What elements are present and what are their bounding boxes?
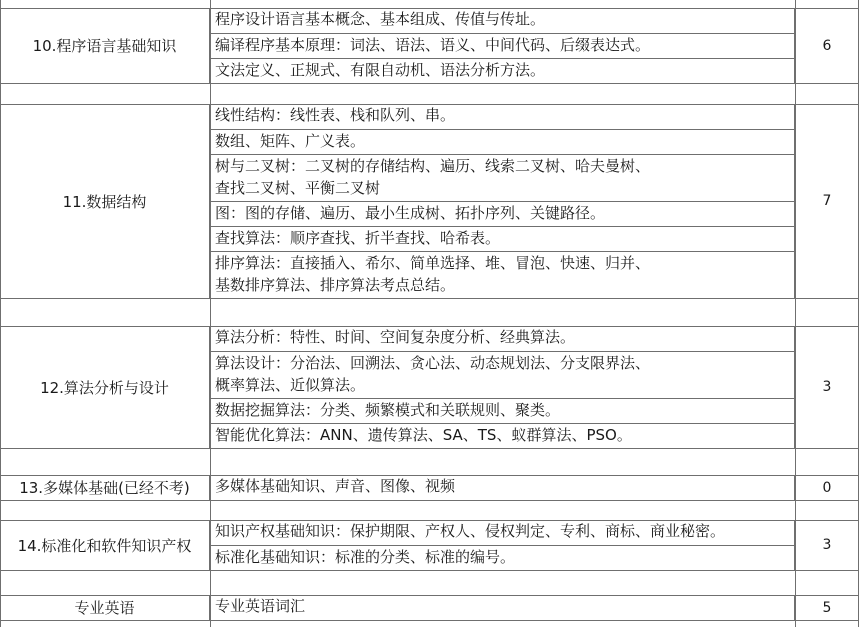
section-row-sec13 <box>0 475 859 500</box>
row-border <box>0 620 859 621</box>
section-hours: 5 <box>822 599 832 616</box>
topic-line: 查找二叉树、平衡二叉树 <box>215 179 381 197</box>
row-border <box>0 500 859 501</box>
topic-line: 数组、矩阵、广义表。 <box>215 132 366 150</box>
topic-item <box>210 129 795 154</box>
topic-line: 排序算法：直接插入、希尔、简单选择、堆、冒泡、快速、归并、 <box>215 254 651 272</box>
section-title: 12.算法分析与设计 <box>0 326 210 448</box>
topic-line: 概率算法、近似算法。 <box>215 376 366 394</box>
section-items <box>210 475 795 500</box>
topic-item <box>210 595 795 620</box>
section-items <box>210 595 795 620</box>
topic-item <box>210 475 795 500</box>
topic-item <box>210 326 795 351</box>
section-title: 13.多媒体基础(已经不考) <box>0 475 210 500</box>
row-border <box>0 298 859 299</box>
topic-line: 算法设计：分治法、回溯法、贪心法、动态规划法、分支限界法、 <box>215 354 651 372</box>
topic-item <box>210 58 795 83</box>
section-row-sec14 <box>0 520 859 570</box>
topic-item <box>210 251 795 298</box>
section-hours: 6 <box>822 37 832 54</box>
section-items <box>210 326 795 448</box>
topic-line: 数据挖掘算法：分类、频繁模式和关联规则、聚类。 <box>215 401 561 419</box>
row-border <box>0 520 859 521</box>
row-border <box>0 475 859 476</box>
row-border <box>0 448 859 449</box>
topic-item <box>210 545 795 570</box>
topic-item <box>210 154 795 201</box>
topic-item <box>210 351 795 398</box>
column-border <box>0 0 1 627</box>
topic-line: 标准化基础知识：标准的分类、标准的编号。 <box>215 548 516 566</box>
column-border <box>795 0 796 627</box>
row-border <box>0 8 859 9</box>
topic-line: 文法定义、正规式、有限自动机、语法分析方法。 <box>215 61 546 79</box>
section-hours: 0 <box>822 479 832 496</box>
topic-item <box>210 33 795 58</box>
section-hours: 3 <box>822 379 832 395</box>
section-items <box>210 8 795 83</box>
section-title: 专业英语 <box>0 595 210 620</box>
row-border <box>0 326 859 327</box>
section-title: 10.程序语言基础知识 <box>0 8 210 83</box>
section-items <box>210 520 795 570</box>
topic-line: 程序设计语言基本概念、基本组成、传值与传址。 <box>215 10 546 28</box>
section-title: 14.标准化和软件知识产权 <box>0 520 210 570</box>
section-row-secEng <box>0 595 859 620</box>
section-row-sec10 <box>0 8 859 83</box>
topic-item <box>210 201 795 226</box>
topic-item <box>210 520 795 545</box>
topic-line: 线性结构：线性表、栈和队列、串。 <box>215 106 456 124</box>
topic-line: 多媒体基础知识、声音、图像、视频 <box>215 477 456 495</box>
topic-line: 基数排序算法、排序算法考点总结。 <box>215 276 456 294</box>
topic-line: 算法分析：特性、时间、空间复杂度分析、经典算法。 <box>215 328 576 346</box>
topic-item <box>210 8 795 33</box>
topic-item <box>210 398 795 423</box>
topic-line: 知识产权基础知识：保护期限、产权人、侵权判定、专利、商标、商业秘密。 <box>215 522 726 540</box>
topic-item <box>210 423 795 448</box>
topic-line: 查找算法：顺序查找、折半查找、哈希表。 <box>215 229 501 247</box>
row-border <box>0 570 859 571</box>
topic-line: 专业英语词汇 <box>215 597 306 615</box>
section-hours: 7 <box>822 193 832 209</box>
row-border <box>0 104 859 105</box>
row-border <box>0 595 859 596</box>
section-row-sec11 <box>0 104 859 298</box>
topic-item <box>210 104 795 129</box>
row-border <box>0 83 859 84</box>
topic-item <box>210 226 795 251</box>
topic-line: 编译程序基本原理：词法、语法、语义、中间代码、后缀表达式。 <box>215 36 651 54</box>
section-title: 11.数据结构 <box>0 104 210 298</box>
section-hours: 3 <box>822 537 832 553</box>
section-items <box>210 104 795 298</box>
topic-line: 智能优化算法：ANN、遗传算法、SA、TS、蚁群算法、PSO。 <box>215 426 632 444</box>
section-row-sec12 <box>0 326 859 448</box>
topic-line: 树与二叉树：二叉树的存储结构、遍历、线索二叉树、哈夫曼树、 <box>215 157 651 175</box>
topic-line: 图：图的存储、遍历、最小生成树、拓扑序列、关键路径。 <box>215 204 606 222</box>
column-border <box>210 0 211 627</box>
